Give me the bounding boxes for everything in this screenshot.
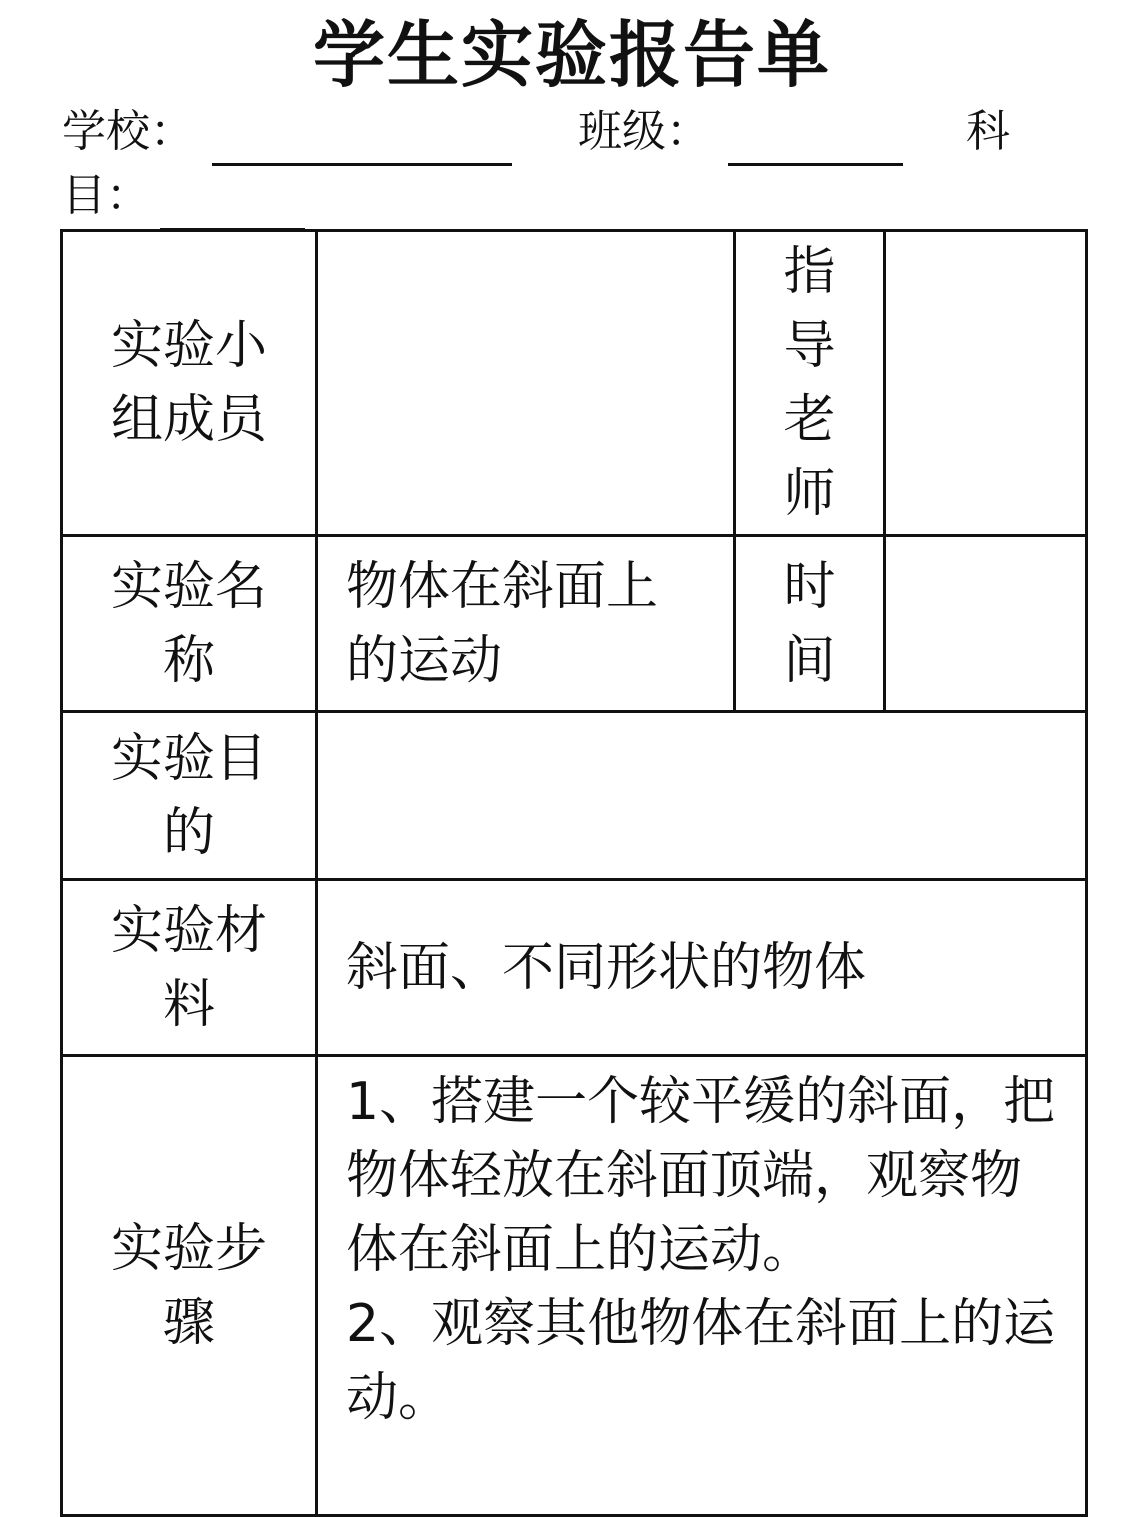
subject-label-part1: 科 xyxy=(966,106,1010,157)
purpose-label: 实验目的 xyxy=(110,728,267,863)
teacher-label: 指导老师 xyxy=(783,242,836,524)
purpose-row xyxy=(62,712,1087,880)
school-blank xyxy=(212,163,512,166)
page-title: 学生实验报告单 xyxy=(312,13,831,97)
members-row xyxy=(62,231,1087,536)
name-label-cell xyxy=(62,536,317,712)
members-label: 实验小组成员 xyxy=(110,316,267,450)
time-label-cell xyxy=(735,536,885,712)
name-label: 实验名称 xyxy=(110,556,267,691)
step-item: 1、搭建一个较平缓的斜面，把物体轻放在斜面顶端，观察物体在斜面上的运动。 xyxy=(346,1072,1056,1280)
materials-value: 斜面、不同形状的物体 xyxy=(346,937,867,998)
school-label: 学校： xyxy=(62,106,194,157)
teacher-value-cell[interactable] xyxy=(885,231,1087,536)
materials-label-cell xyxy=(62,880,317,1056)
steps-label-cell xyxy=(62,1056,317,1516)
purpose-label-cell xyxy=(62,712,317,880)
subject-label-part2: 目： xyxy=(62,170,150,221)
purpose-value-cell[interactable] xyxy=(317,712,1087,880)
report-table xyxy=(60,229,1088,1517)
steps-label: 实验步骤 xyxy=(110,1218,267,1353)
teacher-label-cell xyxy=(735,231,885,536)
materials-label: 实验材料 xyxy=(110,900,267,1035)
steps-row xyxy=(62,1056,1087,1516)
time-label: 时间 xyxy=(783,556,836,691)
steps-value-cell xyxy=(317,1056,1087,1516)
name-row xyxy=(62,536,1087,712)
class-label: 班级： xyxy=(578,106,710,157)
name-value: 物体在斜面上的运动 xyxy=(346,556,659,691)
step-item: 2、观察其他物体在斜面上的运动。 xyxy=(346,1294,1056,1428)
name-value-cell xyxy=(317,536,735,712)
materials-value-cell xyxy=(317,880,1087,1056)
time-value-cell[interactable] xyxy=(885,536,1087,712)
materials-row xyxy=(62,880,1087,1056)
members-label-cell xyxy=(62,231,317,536)
class-blank xyxy=(728,163,903,166)
members-value-cell[interactable] xyxy=(317,231,735,536)
